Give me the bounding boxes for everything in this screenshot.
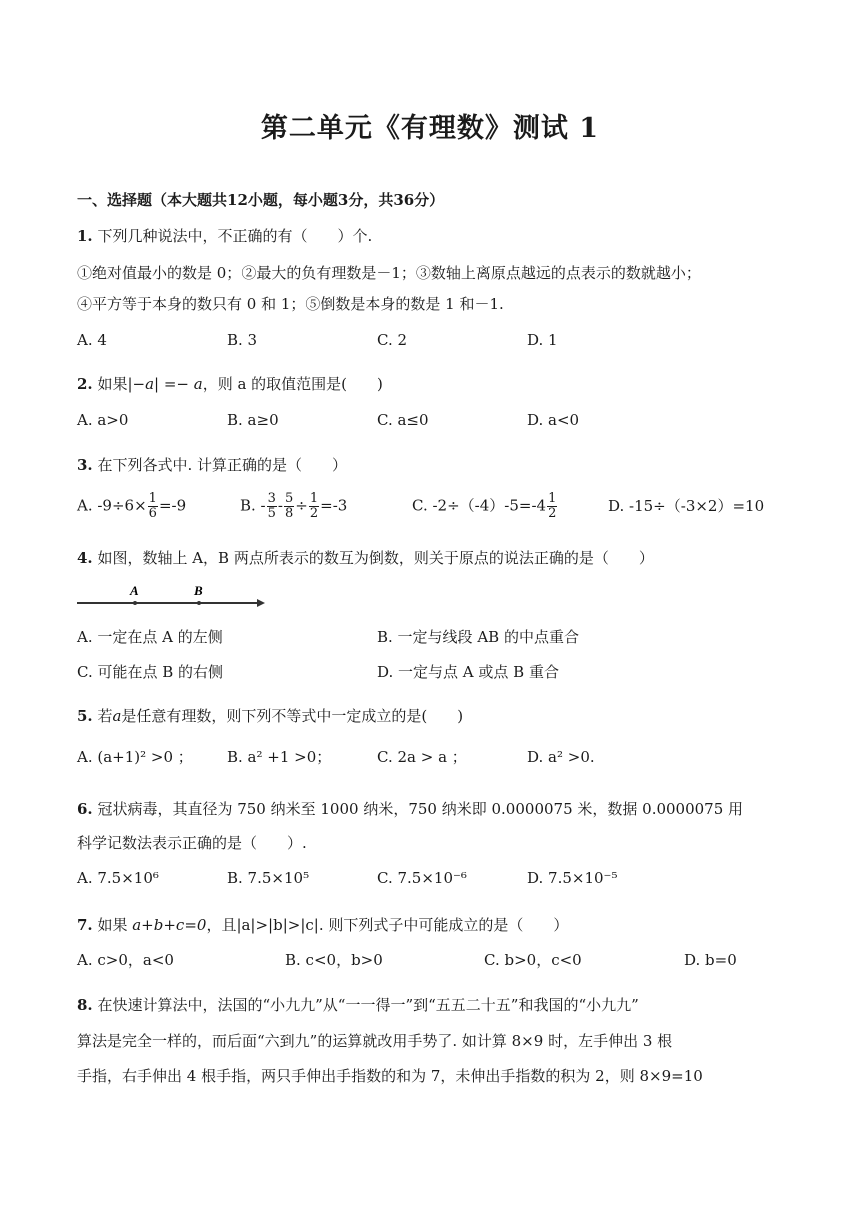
question-number: 6. (77, 800, 93, 818)
fraction-numerator: 5 (285, 491, 294, 506)
operator: - (277, 496, 283, 515)
variable-a: a (112, 707, 122, 725)
option-a: A. 4 (77, 331, 107, 349)
question-1 (77, 226, 372, 246)
question-number: 5. (77, 707, 93, 725)
fraction-numerator: 3 (267, 491, 276, 506)
fraction-denominator: 2 (309, 506, 319, 521)
question-stem-post: ，且|a|>|b|>|c|. 则下列式子中可能成立的是（ ） (206, 916, 569, 934)
question-stem-pre: 如果 (97, 916, 133, 934)
question-8 (77, 995, 639, 1015)
question-stem: 在快速计算法中，法国的“小九九”从“一一得一”到“五五二十五”和我国的“小九九” (97, 996, 639, 1014)
option-b: B. c<0，b>0 (285, 951, 383, 969)
question-4 (77, 548, 654, 568)
option-b-text: B. - (240, 496, 266, 515)
fraction (267, 492, 277, 521)
section-heading: 一、选择题（本大题共12小题，每小题3分，共36分） (77, 191, 445, 209)
option-a: A. 7.5×10⁶ (77, 869, 159, 887)
operator: ÷ (295, 496, 308, 515)
option-a: A. 一定在点 A 的左侧 (77, 628, 223, 646)
point-a-dot (133, 601, 137, 605)
question-stem-pre: 如果 (97, 375, 128, 393)
point-b-dot (197, 601, 201, 605)
option-a: A. (a+1)² >0 ； (77, 748, 193, 766)
question-3 (77, 455, 347, 475)
option-c: C. b>0，c<0 (484, 951, 582, 969)
option-b: B. 3 (227, 331, 258, 349)
question-stem: 在下列各式中. 计算正确的是（ ） (97, 456, 347, 474)
math-expression: a+b+c=0 (132, 916, 207, 934)
question-number: 1. (77, 227, 93, 245)
question-number: 4. (77, 549, 93, 567)
question-1-line-2: ①绝对值最小的数是 0；②最大的负有理数是－1；③数轴上离原点越远的点表示的数就越小； (77, 264, 701, 282)
option-a: A. c>0，a<0 (77, 951, 174, 969)
option-d: D. 1 (527, 331, 558, 349)
option-c: C. 7.5×10⁻⁶ (377, 869, 467, 887)
option-d: D. 7.5×10⁻⁵ (527, 869, 618, 887)
fraction-denominator: 5 (267, 506, 276, 521)
fraction (309, 492, 319, 521)
question-number: 8. (77, 996, 93, 1014)
option-b-result: =-3 (320, 496, 348, 515)
question-stem-post: 是任意有理数，则下列不等式中一定成立的是( ) (121, 707, 464, 725)
number-line-figure (77, 582, 267, 612)
fraction-denominator: 8 (285, 506, 294, 521)
question-2 (77, 374, 383, 394)
option-a-result: =-9 (158, 496, 187, 515)
fraction-numerator: 1 (309, 491, 319, 506)
option-b: B. 一定与线段 AB 的中点重合 (377, 628, 579, 646)
option-c: C. a≤0 (377, 411, 429, 429)
option-b: B. 7.5×10⁵ (227, 869, 310, 887)
question-number: 3. (77, 456, 93, 474)
fraction-denominator: 6 (148, 506, 157, 521)
fraction (148, 492, 158, 521)
option-a-text: A. -9÷6× (77, 496, 147, 515)
point-a-label: A (130, 583, 139, 598)
question-number: 7. (77, 916, 93, 934)
option-d: D. 一定与点 A 或点 B 重合 (377, 663, 559, 681)
option-c: C. 可能在点 B 的右侧 (77, 663, 224, 681)
option-d: D. a² >0. (527, 748, 595, 766)
option-c: C. 2a > a ； (377, 748, 467, 766)
option-a: A. a>0 (77, 411, 129, 429)
question-5 (77, 706, 463, 726)
question-stem: 如图，数轴上 A，B 两点所表示的数互为倒数，则关于原点的说法正确的是（ ） (97, 549, 654, 567)
arrow-head-icon (257, 599, 265, 607)
fraction-numerator: 1 (148, 491, 157, 506)
question-8-line-3: 手指，右手伸出 4 根手指，两只手伸出手指数的和为 7，未伸出手指数的积为 2，则 8×9=10 (77, 1067, 703, 1085)
question-number: 2. (77, 375, 93, 393)
option-d: D. -15÷（-3×2）=10 (608, 497, 765, 515)
option-b: B. a² +1 >0； (227, 748, 332, 766)
point-b-label: B (194, 583, 203, 598)
option-b (240, 492, 347, 521)
math-expression: |−a| =− a (127, 375, 203, 393)
question-stem-pre: 若 (97, 707, 113, 725)
fraction-numerator: 1 (548, 491, 557, 506)
option-b: B. a≥0 (227, 411, 279, 429)
option-a (77, 492, 186, 521)
option-d: D. a<0 (527, 411, 580, 429)
question-7 (77, 915, 568, 935)
page-title: 第二单元《有理数》测试 1 (260, 113, 600, 144)
question-6 (77, 799, 743, 819)
option-c-text: C. -2÷（-4）-5=-4 (412, 496, 547, 515)
question-stem: 冠状病毒，其直径为 750 纳米至 1000 纳米，750 纳米即 0.0000075 米，数据 0.0000075 用 (97, 800, 744, 818)
fraction (284, 492, 294, 521)
question-stem: 下列几种说法中，不正确的有（ ）个. (97, 227, 373, 245)
option-c (412, 492, 558, 521)
question-stem-post: ，则 a 的取值范围是( ) (202, 375, 383, 393)
fraction (547, 492, 557, 521)
option-c: C. 2 (377, 331, 408, 349)
question-8-line-2: 算法是完全一样的，而后面“六到九”的运算就改用手势了. 如计算 8×9 时，左手伸出 3 根 (77, 1032, 673, 1050)
fraction-denominator: 2 (548, 506, 557, 521)
question-1-line-3: ④平方等于本身的数只有 0 和 1；⑤倒数是本身的数是 1 和－1. (77, 295, 504, 313)
question-6-line-2: 科学记数法表示正确的是（ ）. (77, 834, 307, 852)
option-d: D. b=0 (684, 951, 737, 969)
